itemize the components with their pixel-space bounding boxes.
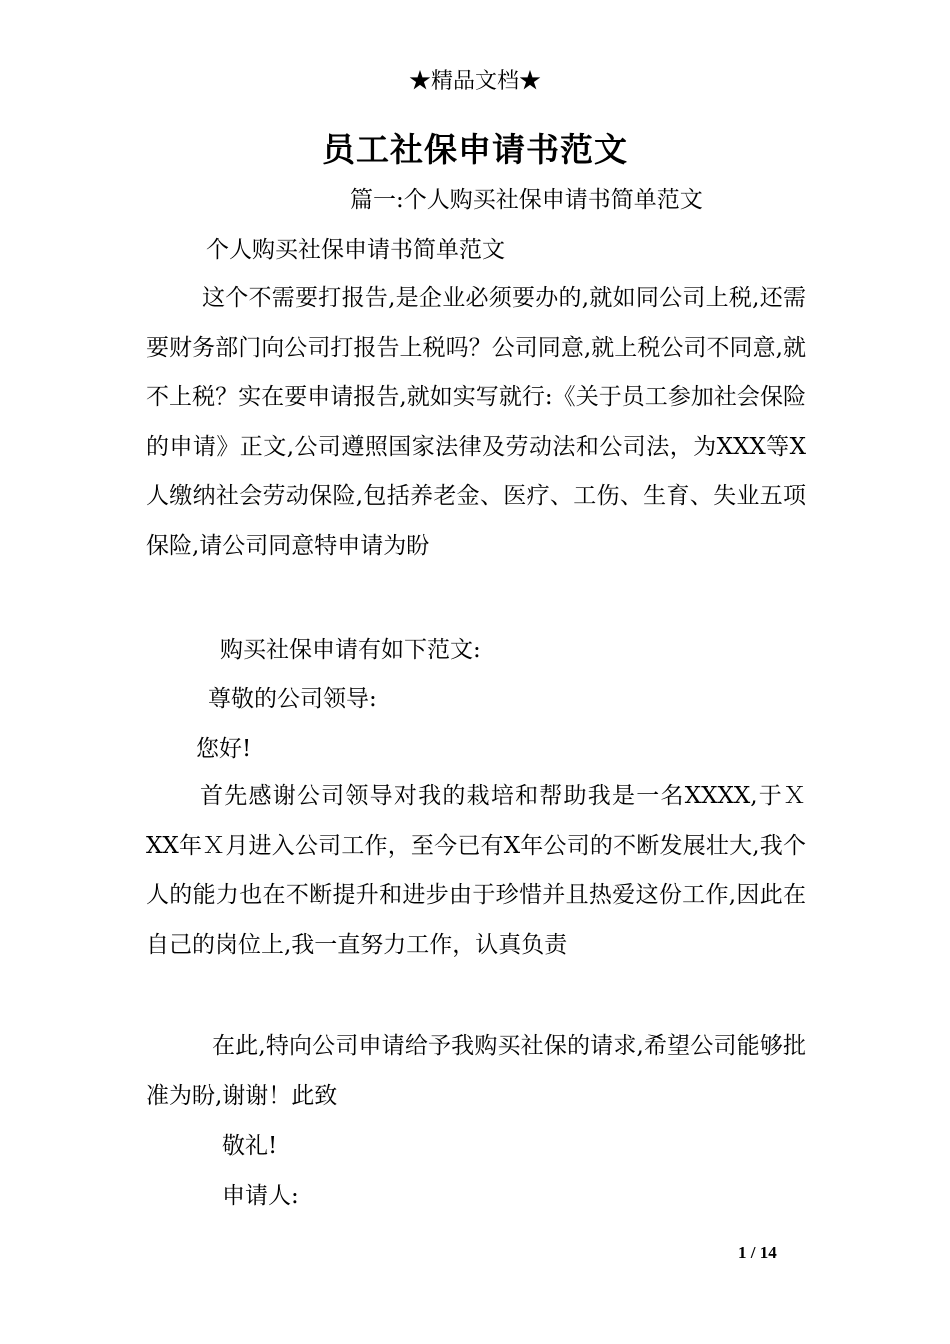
page-number: 1 / 14 [738,1243,777,1262]
paragraph-2: 首先感谢公司领导对我的栽培和帮助我是一名XXXX,于ＸXX年Ｘ月进入公司工作，至今已有X年公司的不断发展壮大,我个人的能力也在不断提升和进步由于珍惜并且热爱这份工作,因此在自己的岗位上,我一直努力工作，认真负责 [146,783,806,958]
paragraph-3: 在此,特向公司申请给予我购买社保的请求,希望公司能够批准为盼,谢谢！此致 [146,1033,806,1109]
salutation: 尊敬的公司领导: [208,686,377,712]
applicant-label: 申请人: [222,1183,299,1209]
chapter-title: 篇一:个人购买社保申请书简单范文 [350,187,703,213]
paragraph-1: 这个不需要打报告,是企业必须要办的,就如同公司上税,还需要财务部门向公司打报告上税吗？公司同意,就上税公司不同意,就不上税？实在要申请报告,就如实写就行:《关于员工参加社会保险的申请》正文,公司遵照国家法律及劳动法和公司法，为XXX等X人缴纳社会劳动保险,包括养老金、医疗、工伤、生育、失业五项保险,请公司同意特申请为盼 [146,285,806,559]
document-title: 员工社保申请书范文 [322,130,628,169]
greeting: 您好! [196,736,252,762]
closing: 敬礼! [222,1133,278,1159]
subtitle: 个人购买社保申请书简单范文 [206,237,505,263]
header-mark: ★精品文档★ [408,69,541,94]
sample-intro: 购买社保申请有如下范文: [220,637,481,663]
